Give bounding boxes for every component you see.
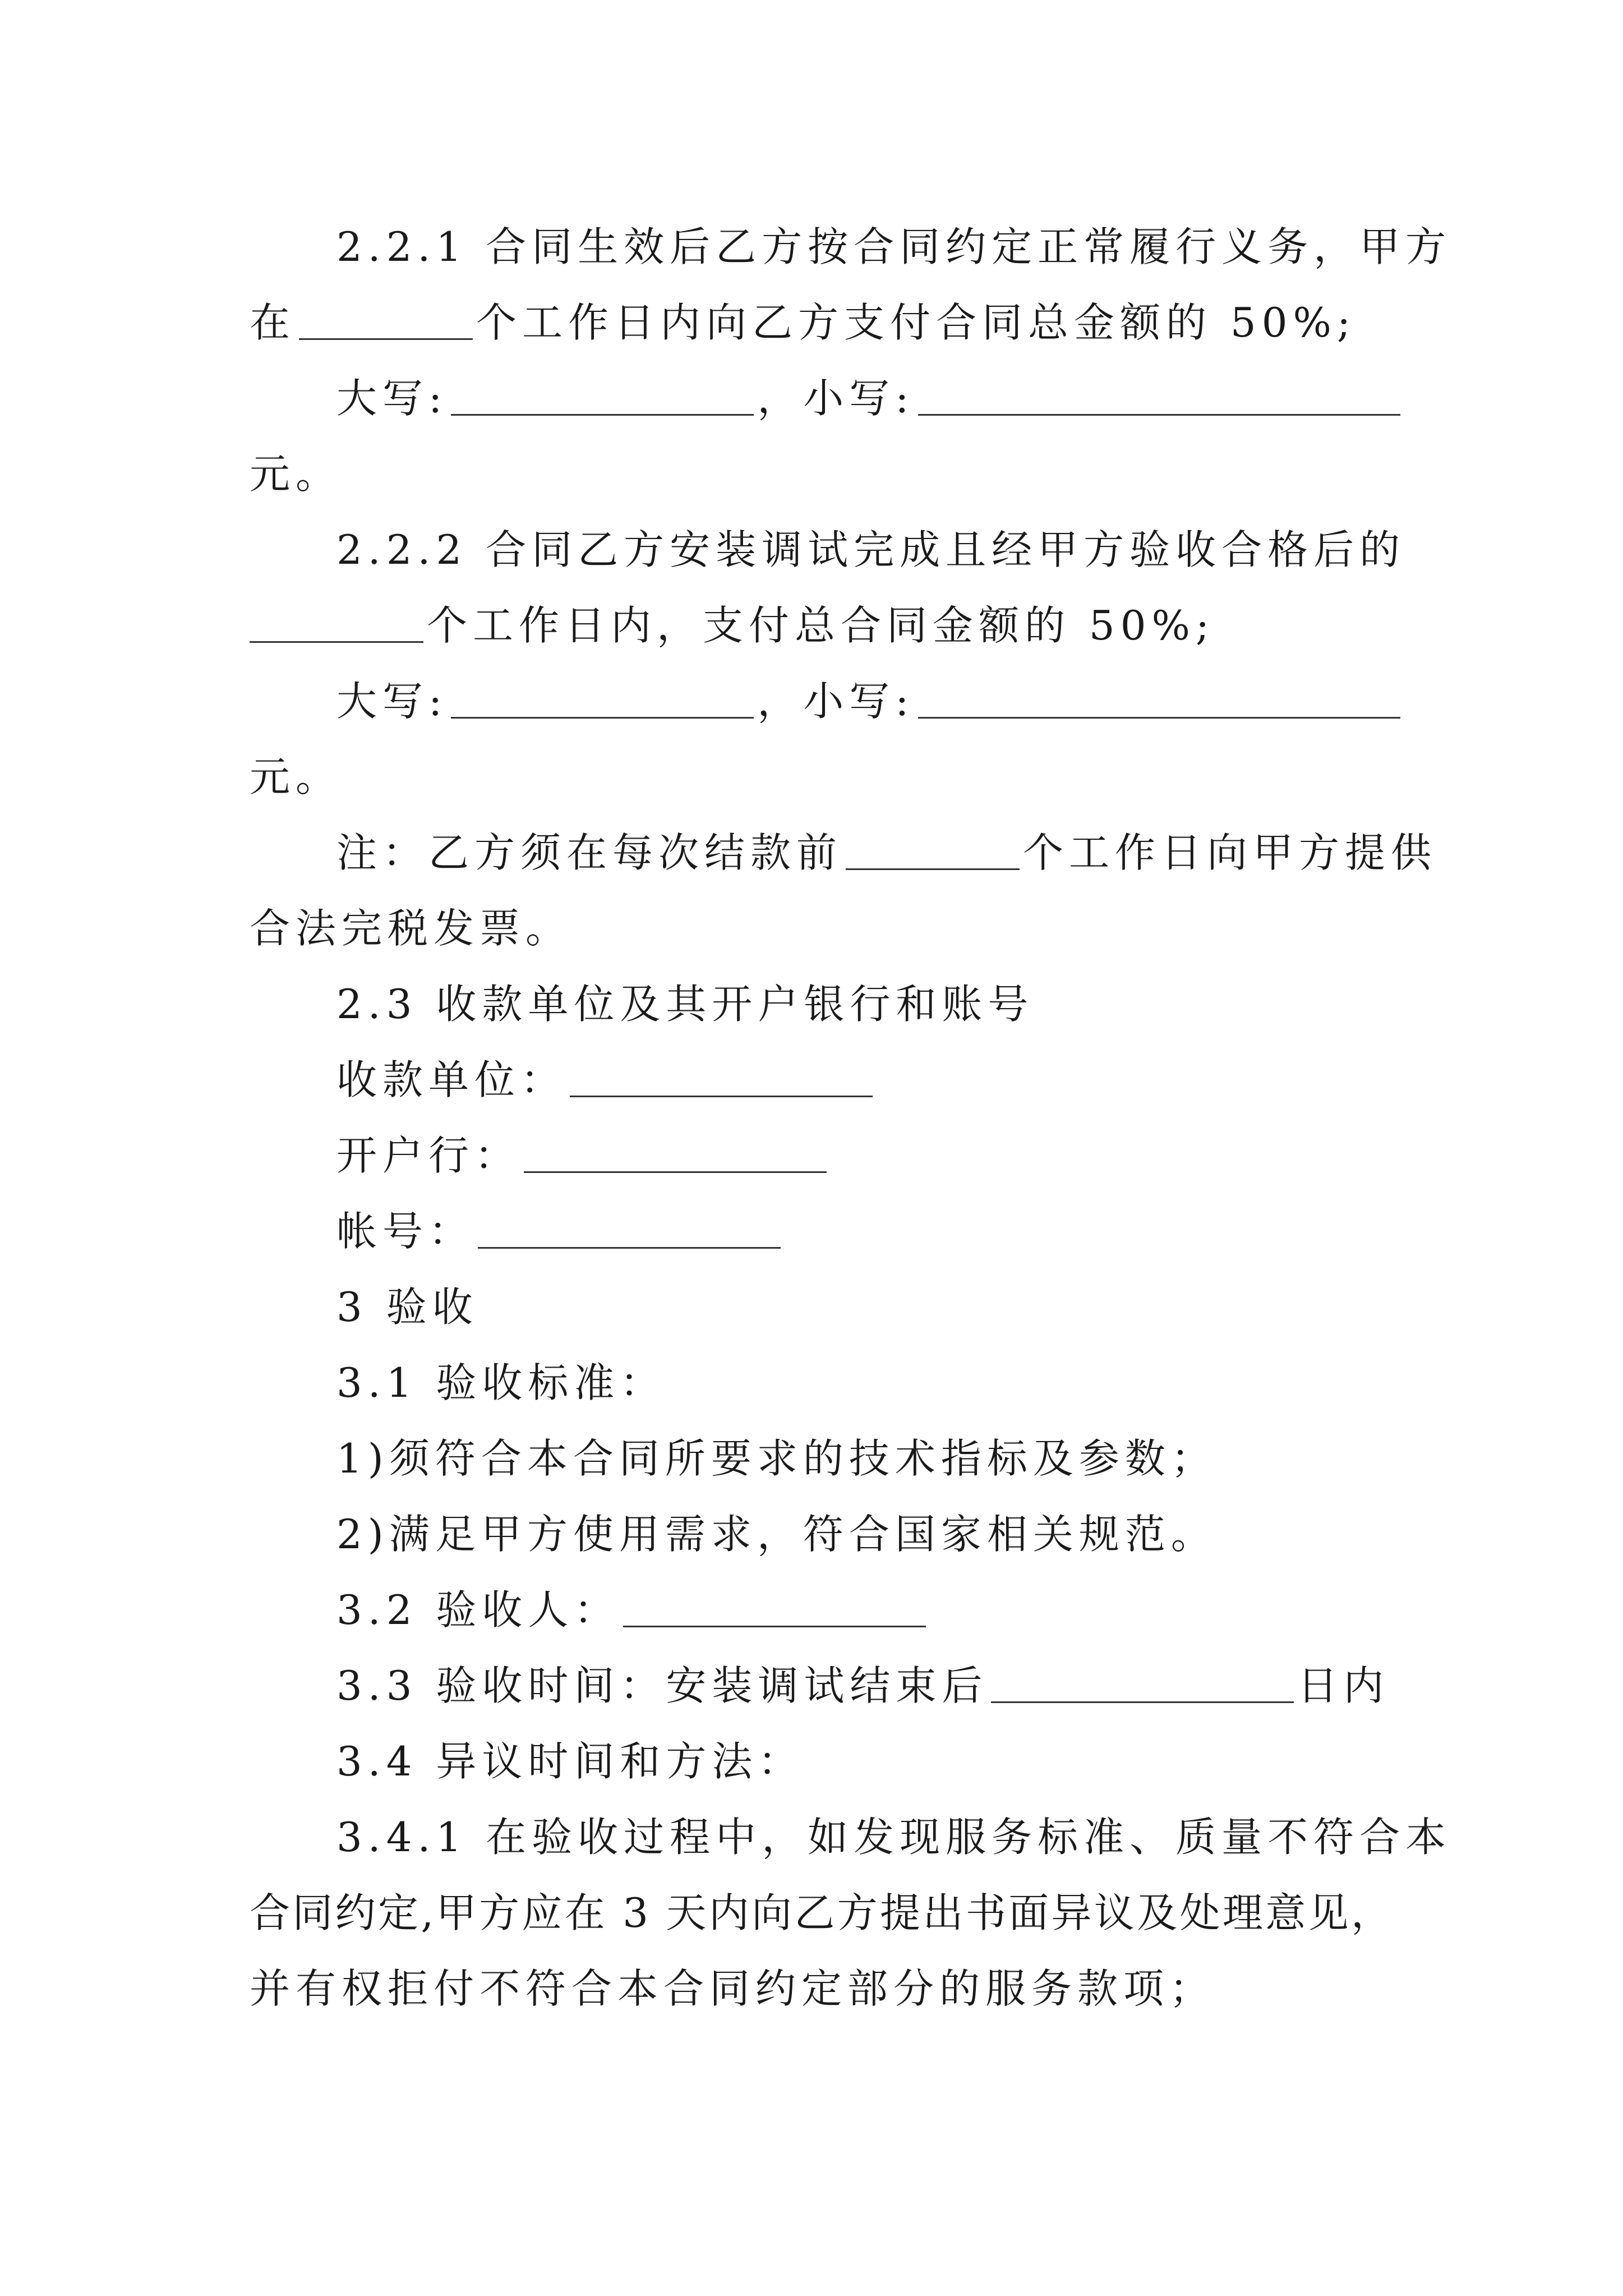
account-label: 帐号： <box>336 1208 475 1255</box>
uppercase-label: 大写: <box>336 678 448 725</box>
clause-3-4-1-line-2 <box>250 1885 1394 1941</box>
section-3-4-heading <box>336 1733 1394 1789</box>
criterion-2 <box>336 1506 1394 1562</box>
bank-label: 开户行： <box>336 1132 521 1179</box>
text-segment: 合法完税发票。 <box>250 905 572 952</box>
currency-unit-line-1 <box>250 446 1394 502</box>
invoice-workdays-blank[interactable] <box>846 828 1020 870</box>
inspection-days-blank[interactable] <box>991 1661 1294 1703</box>
text-segment: 合同约定,甲方应在 3 天内向乙方提出书面异议及处理意见， <box>250 1889 1394 1936</box>
workdays-blank-1[interactable] <box>299 298 473 340</box>
text-segment: 3.4.1 在验收过程中，如发现服务标准、质量不符合本 <box>336 1814 1452 1861</box>
text-segment: 3.4 异议时间和方法： <box>336 1738 804 1785</box>
uppercase-amount-blank-1[interactable] <box>451 374 754 416</box>
uppercase-label: 大写: <box>336 375 448 422</box>
text-segment: 元。 <box>250 450 342 498</box>
note-line-2 <box>250 900 1394 956</box>
criterion-1 <box>336 1430 1394 1487</box>
lowercase-amount-blank-2[interactable] <box>918 677 1400 719</box>
text-segment: 个工作日内向乙方支付合同总金额的 50%; <box>476 299 1357 346</box>
text-segment: 2.2.1 合同生效后乙方按合同约定正常履行义务，甲方 <box>336 223 1452 270</box>
text-segment: 1)须符合本合同所要求的技术指标及参数； <box>336 1435 1217 1482</box>
text-segment: 2.3 收款单位及其开户银行和账号 <box>336 981 1034 1028</box>
account-blank[interactable] <box>478 1207 781 1249</box>
text-segment: 3.1 验收标准： <box>336 1359 666 1406</box>
text-segment: 个工作日向甲方提供 <box>1023 829 1437 876</box>
text-segment: 3.3 验收时间：安装调试结束后 <box>336 1662 988 1709</box>
workdays-blank-2[interactable] <box>250 601 423 643</box>
note-line-1 <box>336 825 1437 881</box>
clause-2-2-1-line-1 <box>336 219 1452 275</box>
payee-line <box>336 1052 1394 1108</box>
text-segment: 个工作日内，支付总合同金额的 50%; <box>427 602 1215 649</box>
uppercase-amount-blank-2[interactable] <box>451 677 754 719</box>
text-segment: 注：乙方须在每次结款前 <box>336 829 843 876</box>
clause-2-2-1-line-2 <box>250 295 1394 351</box>
text-segment: 2.2.2 合同乙方安装调试完成且经甲方验收合格后的 <box>336 526 1406 573</box>
inspector-blank[interactable] <box>623 1585 926 1627</box>
section-3-3-line <box>336 1658 1394 1714</box>
section-2-3-heading <box>336 976 1394 1032</box>
payee-label: 收款单位： <box>336 1056 567 1103</box>
section-3-2-line <box>336 1582 1394 1638</box>
text-segment: 在 <box>250 299 296 346</box>
lowercase-label: ，小写: <box>757 375 915 422</box>
section-3-1-heading <box>336 1355 1394 1411</box>
text-segment: 元。 <box>250 753 342 800</box>
section-3-heading <box>336 1279 1394 1335</box>
amount-line-1 <box>336 370 1394 426</box>
bank-blank[interactable] <box>524 1131 827 1173</box>
clause-3-4-1-line-3 <box>250 1961 1394 2017</box>
text-segment: 日内 <box>1297 1662 1390 1709</box>
amount-line-2 <box>336 673 1394 729</box>
account-line <box>336 1203 1394 1259</box>
clause-2-2-2-line-2 <box>250 597 1394 654</box>
currency-unit-line-2 <box>250 749 1394 805</box>
inspector-label: 3.2 验收人： <box>336 1586 620 1634</box>
payee-blank[interactable] <box>570 1055 873 1097</box>
clause-3-4-1-line-1 <box>336 1809 1452 1865</box>
clause-2-2-2-line-1 <box>336 522 1406 578</box>
text-segment: 2)满足甲方使用需求，符合国家相关规范。 <box>336 1511 1217 1558</box>
lowercase-label: ，小写: <box>757 678 915 725</box>
text-segment: 并有权拒付不符合本合同约定部分的服务款项； <box>250 1965 1216 2012</box>
lowercase-amount-blank-1[interactable] <box>918 374 1400 416</box>
bank-line <box>336 1128 1394 1184</box>
text-segment: 3 验收 <box>336 1283 478 1331</box>
